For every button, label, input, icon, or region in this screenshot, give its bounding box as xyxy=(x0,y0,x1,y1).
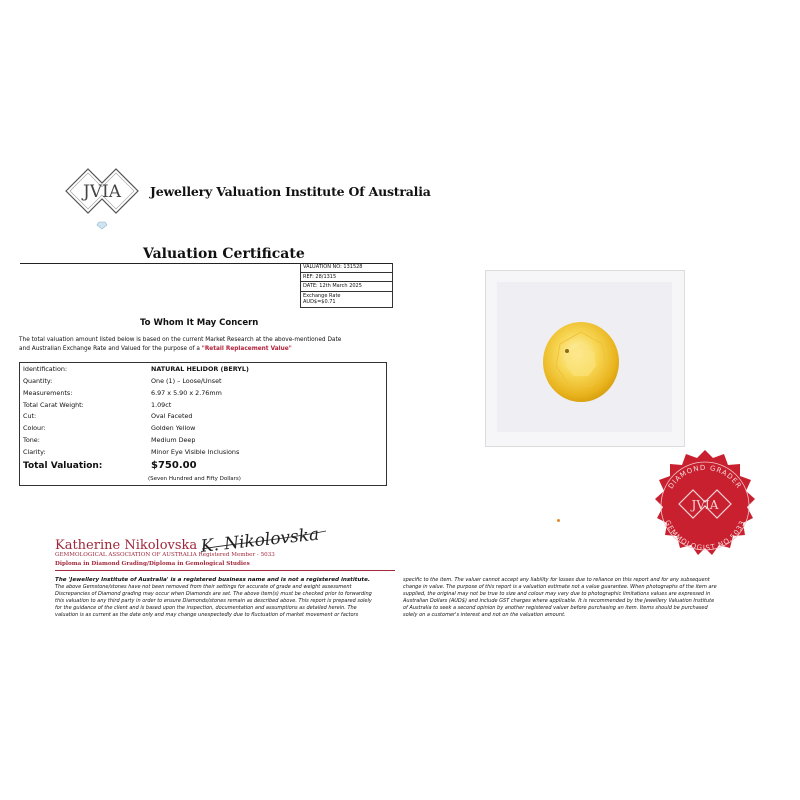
disclaimer-line: change in value. The purpose of this report is a valuation estimate not a value guarantee. When photographs of the item are xyxy=(403,584,717,590)
diploma-line: Diploma in Diamond Grading/Diploma in Gemological Studies xyxy=(55,561,250,567)
detail-value: 6.97 x 5.90 x 2.76mm xyxy=(151,389,222,397)
diamond-grader-stamp xyxy=(645,448,765,568)
institute-name: Jewellery Valuation Institute Of Australia xyxy=(150,184,431,199)
exchange-rate xyxy=(301,292,392,307)
detail-label: Total Carat Weight: xyxy=(23,401,84,409)
gemstone-image xyxy=(540,318,622,404)
intro-line-1: The total valuation amount listed below is based on the current Market Research at the above-mentioned Date xyxy=(19,337,342,343)
stamp-bottom-text: GEMMOLOGIST NO.5033 xyxy=(663,518,747,553)
disclaimer-heading: The 'Jewellery Institute of Australia' is a registered business name and is not a registered institute. xyxy=(55,577,371,583)
intro-line-2: and Australian Exchange Rate and Valued for the purpose of a xyxy=(19,346,200,352)
disclaimer-line: Discrepancies of Diamond grading may occur when Diamonds are set. The above item(s) must be checked prior to forwarding xyxy=(55,591,372,597)
detail-value: 1.09ct xyxy=(151,401,172,409)
disclaimer-line: specific to the item. The valuer cannot accept any liability for losses due to reliance on this report and for any subsequent xyxy=(403,577,710,583)
detail-value: Minor Eye Visible Inclusions xyxy=(151,448,240,456)
detail-label: Colour: xyxy=(23,424,46,432)
total-valuation-words: (Seven Hundred and Fifty Dollars) xyxy=(148,476,241,482)
disclaimer-line: Australian Dollars (AUD$) and include GST charges where applicable. It is recommended by the Jewellery Valuation Institute xyxy=(403,598,715,604)
signature-divider xyxy=(55,570,395,571)
detail-label: Cut: xyxy=(23,412,37,420)
retail-replacement-value: "Retail Replacement Value" xyxy=(201,346,292,352)
disclaimer-line: solely on a customer's interest and not on the valuation amount. xyxy=(403,612,566,618)
detail-value: Golden Yellow xyxy=(151,424,196,432)
stamp-top-text: DIAMOND GRADER xyxy=(666,463,744,491)
exchange-rate-value: AUD$=$0.71 xyxy=(303,299,336,305)
disclaimer-line: supplied, the original may not be true to size and colour may vary due to photographic limitations values are expressed in xyxy=(403,591,711,597)
reference-number: REF: 28/1315 xyxy=(301,273,392,283)
total-valuation-label: Total Valuation: xyxy=(23,461,103,471)
stamp-center-text: JVIA xyxy=(691,498,719,512)
certificate-title: Valuation Certificate xyxy=(143,246,305,262)
disclaimer-line: for the guidance of the client and is based upon the inspection, documentation and assumptions as detailed herein. The xyxy=(55,605,357,611)
detail-value: NATURAL HELIDOR (BERYL) xyxy=(151,365,249,373)
detail-label: Quantity: xyxy=(23,377,53,385)
signatory-name: Katherine Nikolovska xyxy=(55,538,198,553)
to-whom-heading: To Whom It May Concern xyxy=(140,318,259,328)
signature-scribble-text: K. Nikolovska xyxy=(199,524,321,557)
disclaimer-line: valuation is as current as the date only and may change unexpectedly due to fluctuation of market movement or factors xyxy=(55,612,359,618)
jvia-logo xyxy=(60,165,144,231)
certificate-meta-box xyxy=(300,263,393,308)
gemmological-association-line: GEMMOLOGICAL ASSOCIATION OF AUSTRALIA Registered Member - 5033 xyxy=(55,552,275,558)
disclaimer-right-column xyxy=(403,577,743,619)
detail-label: Tone: xyxy=(23,436,40,444)
disclaimer-line: this valuation to any third party in order to ensure Diamonds/stones remain as described above. This report is prepared solely xyxy=(55,598,372,604)
logo-text: JVIA xyxy=(82,182,122,202)
detail-label: Measurements: xyxy=(23,389,73,397)
detail-value: Medium Deep xyxy=(151,436,196,444)
disclaimer-line: of Australia to seek a second opinion by another registered valuer before purchasing an item. Items should be purchased xyxy=(403,605,708,611)
total-valuation-amount: $750.00 xyxy=(151,460,197,471)
disclaimer-left-column xyxy=(55,577,395,619)
certificate-date: DATE: 12th March 2025 xyxy=(301,282,392,292)
detail-value: One (1) – Loose/Unset xyxy=(151,377,222,385)
detail-label: Identification: xyxy=(23,365,68,373)
detail-value: Oval Faceted xyxy=(151,412,193,420)
handwritten-signature xyxy=(196,513,336,557)
detail-label: Clarity: xyxy=(23,448,46,456)
exchange-rate-label: Exchange Rate xyxy=(303,292,341,299)
intro-paragraph xyxy=(19,336,391,354)
disclaimer-line: The above Gemstone/stones have not been removed from their settings for accurate of grade and weight assessment xyxy=(55,584,352,590)
decorative-dot xyxy=(557,519,560,522)
valuation-details-table xyxy=(19,362,387,486)
valuation-number: VALUATION NO: 131528 xyxy=(301,263,392,273)
